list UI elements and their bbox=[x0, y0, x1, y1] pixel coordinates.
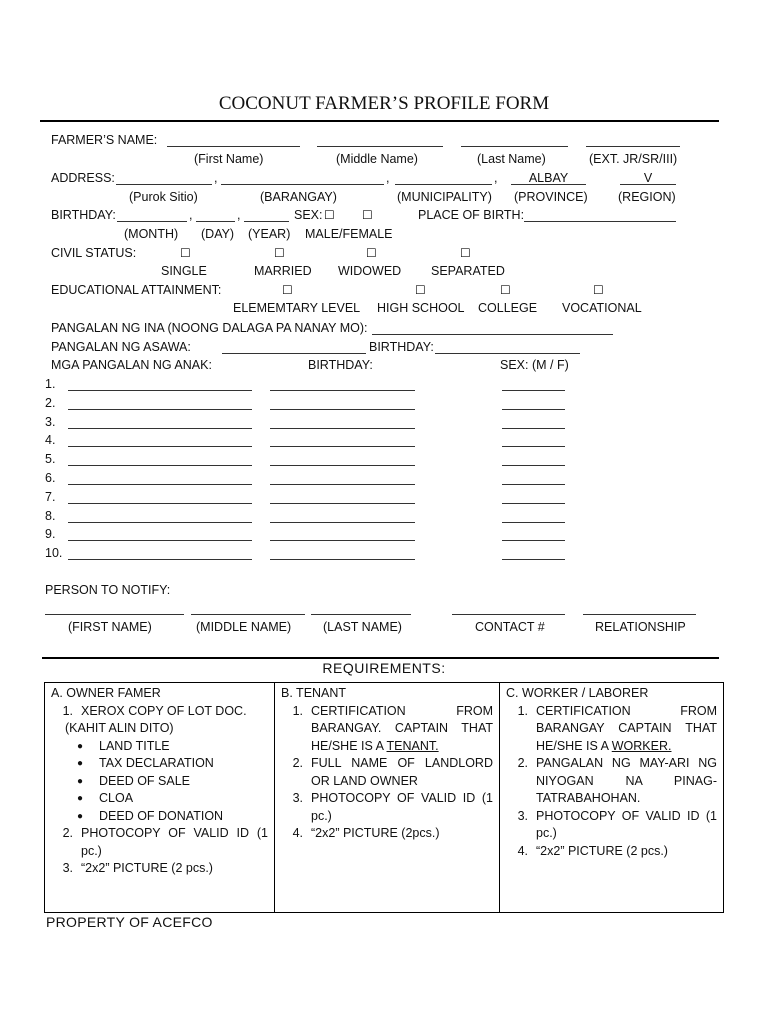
address-label: ADDRESS: bbox=[51, 171, 115, 185]
tenant-item-1: 1. CERTIFICATION FROM BARANGAY. CAPTAIN THAT HE/SHE IS A TENANT. bbox=[292, 703, 493, 753]
owner-doc-deed-of-donation: ● DEED OF DONATION bbox=[77, 808, 224, 823]
child-number: 6. bbox=[45, 471, 56, 485]
place-of-birth-field[interactable] bbox=[524, 221, 676, 222]
college-checkbox[interactable]: ☐ bbox=[500, 283, 511, 297]
worker-emphasis: WORKER. bbox=[611, 738, 672, 753]
tenant-item-3: 3. PHOTOCOPY OF VALID ID (1 pc.) bbox=[292, 791, 493, 823]
province-value: ALBAY bbox=[528, 171, 569, 185]
spouse-name-field[interactable] bbox=[222, 353, 366, 354]
caption-middle-name: (Middle Name) bbox=[336, 152, 418, 166]
child-sex-field[interactable] bbox=[502, 559, 565, 560]
comma-4: , bbox=[189, 208, 193, 222]
child-number: 4. bbox=[45, 433, 56, 448]
last-name-field[interactable] bbox=[461, 146, 568, 147]
owner-doc-deed-of-sale: ● DEED OF SALE bbox=[77, 773, 190, 788]
children-birthday-header: BIRTHDAY: bbox=[308, 358, 373, 372]
civil-status-label: CIVIL STATUS: bbox=[51, 246, 137, 260]
caption-year: (YEAR) bbox=[248, 227, 291, 241]
sex-label: SEX: bbox=[294, 208, 323, 222]
caption-notify-contact: CONTACT # bbox=[475, 620, 545, 634]
child-birthday-field[interactable] bbox=[270, 428, 415, 429]
comma-5: , bbox=[237, 208, 241, 222]
owner-column bbox=[45, 683, 274, 912]
spouse-birthday-label: BIRTHDAY: bbox=[369, 340, 434, 354]
tenant-item-2: 2. FULL NAME OF LANDLORD OR LAND OWNER bbox=[292, 756, 493, 788]
comma-1: , bbox=[214, 171, 218, 185]
child-birthday-field[interactable] bbox=[270, 522, 415, 523]
comma-2: , bbox=[386, 171, 390, 185]
tenant-emphasis: TENANT. bbox=[386, 738, 439, 753]
municipality-field[interactable] bbox=[395, 184, 492, 185]
worker-heading: C. WORKER / LABORER bbox=[506, 686, 649, 700]
caption-day: (DAY) bbox=[201, 227, 235, 241]
option-elementary: ELEMEMTARY LEVEL bbox=[233, 301, 361, 315]
child-name-field[interactable] bbox=[68, 559, 252, 560]
option-college: COLLEGE bbox=[478, 301, 538, 315]
child-number: 8. bbox=[45, 508, 56, 523]
option-widowed: WIDOWED bbox=[338, 264, 402, 278]
person-to-notify-label: PERSON TO NOTIFY: bbox=[45, 583, 171, 597]
widowed-checkbox[interactable]: ☐ bbox=[366, 246, 377, 260]
worker-item-3: 3. PHOTOCOPY OF VALID ID (1 pc.) bbox=[517, 808, 717, 840]
tenant-column bbox=[274, 683, 499, 912]
married-checkbox[interactable]: ☐ bbox=[274, 246, 285, 260]
child-name-field[interactable] bbox=[68, 409, 252, 410]
title-divider bbox=[40, 120, 719, 122]
elementary-checkbox[interactable]: ☐ bbox=[282, 283, 293, 297]
spouse-name-label: PANGALAN NG ASAWA: bbox=[51, 340, 191, 354]
caption-notify-first: (FIRST NAME) bbox=[68, 620, 152, 634]
children-label: MGA PANGALAN NG ANAK: bbox=[51, 358, 212, 372]
child-birthday-field[interactable] bbox=[270, 540, 415, 541]
caption-province: (PROVINCE) bbox=[514, 190, 588, 204]
child-name-field[interactable] bbox=[68, 540, 252, 541]
birth-month-field[interactable] bbox=[117, 221, 187, 222]
child-number: 2. bbox=[45, 395, 56, 410]
high-school-checkbox[interactable]: ☐ bbox=[415, 283, 426, 297]
notify-relationship-field[interactable] bbox=[583, 614, 696, 615]
worker-item-1: 1. CERTIFICATION FROM BARANGAY CAPTAIN THAT HE/SHE IS A WORKER. bbox=[517, 703, 717, 753]
requirements-title: REQUIREMENTS: bbox=[322, 660, 446, 676]
owner-item-1-note: (KAHIT ALIN DITO) bbox=[65, 721, 174, 735]
notify-middle-name-field[interactable] bbox=[191, 614, 305, 615]
child-name-field[interactable] bbox=[68, 522, 252, 523]
child-sex-field[interactable] bbox=[502, 484, 565, 485]
child-name-field[interactable] bbox=[68, 503, 252, 504]
caption-barangay: (BARANGAY) bbox=[260, 190, 337, 204]
sex-female-checkbox[interactable]: ☐ bbox=[362, 208, 373, 222]
child-name-field[interactable] bbox=[68, 390, 252, 391]
owner-item-3: 3. “2x2” PICTURE (2 pcs.) bbox=[62, 861, 213, 875]
birth-day-field[interactable] bbox=[196, 221, 235, 222]
child-sex-field[interactable] bbox=[502, 540, 565, 541]
region-value: V bbox=[643, 171, 653, 185]
caption-region: (REGION) bbox=[618, 190, 676, 204]
requirements-table bbox=[44, 682, 724, 913]
child-sex-field[interactable] bbox=[502, 428, 565, 429]
mother-name-label: PANGALAN NG INA (NOONG DALAGA PA NANAY MO): bbox=[51, 321, 368, 335]
caption-month: (MONTH) bbox=[124, 227, 179, 241]
education-label: EDUCATIONAL ATTAINMENT: bbox=[51, 283, 222, 297]
place-of-birth-label: PLACE OF BIRTH: bbox=[418, 208, 525, 222]
middle-name-field[interactable] bbox=[317, 146, 443, 147]
child-sex-field[interactable] bbox=[502, 390, 565, 391]
option-separated: SEPARATED bbox=[431, 264, 505, 278]
notify-contact-field[interactable] bbox=[452, 614, 565, 615]
worker-item-4: 4. “2x2” PICTURE (2 pcs.) bbox=[517, 843, 668, 858]
caption-last-name: (Last Name) bbox=[477, 152, 546, 166]
child-name-field[interactable] bbox=[68, 484, 252, 485]
notify-last-name-field[interactable] bbox=[311, 614, 411, 615]
option-married: MARRIED bbox=[254, 264, 312, 278]
worker-column bbox=[499, 683, 723, 912]
child-sex-field[interactable] bbox=[502, 503, 565, 504]
child-name-field[interactable] bbox=[68, 446, 252, 447]
sex-male-checkbox[interactable]: ☐ bbox=[324, 208, 335, 222]
owner-doc-tax-declaration: ● TAX DECLARATION bbox=[77, 756, 214, 770]
child-sex-field[interactable] bbox=[502, 465, 565, 466]
footer-property: PROPERTY OF ACEFCO bbox=[46, 914, 213, 930]
caption-ext-name: (EXT. JR/SR/III) bbox=[589, 152, 678, 166]
comma-3: , bbox=[494, 171, 498, 185]
single-checkbox[interactable]: ☐ bbox=[180, 246, 191, 260]
option-high-school: HIGH SCHOOL bbox=[377, 301, 465, 315]
owner-item-1: 1. XEROX COPY OF LOT DOC. bbox=[62, 703, 247, 718]
farmer-name-label: FARMER’S NAME: bbox=[51, 133, 158, 147]
child-birthday-field[interactable] bbox=[270, 484, 415, 485]
separated-checkbox[interactable]: ☐ bbox=[460, 246, 471, 260]
tenant-heading: B. TENANT bbox=[281, 686, 347, 700]
caption-notify-relationship: RELATIONSHIP bbox=[595, 620, 686, 634]
child-birthday-field[interactable] bbox=[270, 503, 415, 504]
purok-field[interactable] bbox=[116, 184, 212, 185]
child-sex-field[interactable] bbox=[502, 522, 565, 523]
child-name-field[interactable] bbox=[68, 428, 252, 429]
caption-notify-middle: (MIDDLE NAME) bbox=[196, 620, 292, 634]
form-title: COCONUT FARMER’S PROFILE FORM bbox=[218, 93, 550, 114]
child-number: 3. bbox=[45, 414, 56, 429]
owner-doc-cloa: ● CLOA bbox=[77, 791, 134, 805]
barangay-field[interactable] bbox=[221, 184, 384, 185]
child-birthday-field[interactable] bbox=[270, 390, 415, 391]
child-name-field[interactable] bbox=[68, 465, 252, 466]
owner-heading: A. OWNER FAMER bbox=[51, 686, 161, 700]
birthday-label: BIRTHDAY: bbox=[51, 208, 116, 222]
option-single: SINGLE bbox=[161, 264, 207, 278]
requirements-divider bbox=[42, 657, 719, 659]
caption-first-name: (First Name) bbox=[194, 152, 264, 166]
owner-doc-land-title: ● LAND TITLE bbox=[77, 738, 170, 753]
caption-notify-last: (LAST NAME) bbox=[323, 620, 402, 634]
child-number: 7. bbox=[45, 489, 56, 504]
child-number: 5. bbox=[45, 452, 56, 467]
caption-municipality: (MUNICIPALITY) bbox=[397, 190, 492, 204]
child-birthday-field[interactable] bbox=[270, 409, 415, 410]
caption-male-female: MALE/FEMALE bbox=[305, 227, 393, 241]
child-birthday-field[interactable] bbox=[270, 559, 415, 560]
caption-purok: (Purok Sitio) bbox=[129, 190, 198, 204]
child-number: 10. bbox=[45, 546, 63, 561]
child-sex-field[interactable] bbox=[502, 446, 565, 447]
child-birthday-field[interactable] bbox=[270, 465, 415, 466]
birth-year-field[interactable] bbox=[244, 221, 289, 222]
child-number: 9. bbox=[45, 527, 56, 542]
child-sex-field[interactable] bbox=[502, 409, 565, 410]
child-birthday-field[interactable] bbox=[270, 446, 415, 447]
children-sex-header: SEX: (M / F) bbox=[500, 358, 569, 372]
option-vocational: VOCATIONAL bbox=[562, 301, 642, 315]
first-name-field[interactable] bbox=[167, 146, 300, 147]
tenant-item-4: 4. “2x2” PICTURE (2pcs.) bbox=[292, 826, 440, 840]
vocational-checkbox[interactable]: ☐ bbox=[593, 283, 604, 297]
mother-name-field[interactable] bbox=[372, 334, 613, 335]
notify-first-name-field[interactable] bbox=[45, 614, 184, 615]
worker-item-2: 2. PANGALAN NG MAY-ARI NG NIYOGAN NA PINAG-TATRABAHOHAN. bbox=[517, 756, 717, 805]
ext-name-field[interactable] bbox=[586, 146, 680, 147]
owner-item-2: 2. PHOTOCOPY OF VALID ID (1 pc.) bbox=[62, 826, 268, 858]
spouse-birthday-field[interactable] bbox=[435, 353, 580, 354]
child-number: 1. bbox=[45, 377, 56, 391]
